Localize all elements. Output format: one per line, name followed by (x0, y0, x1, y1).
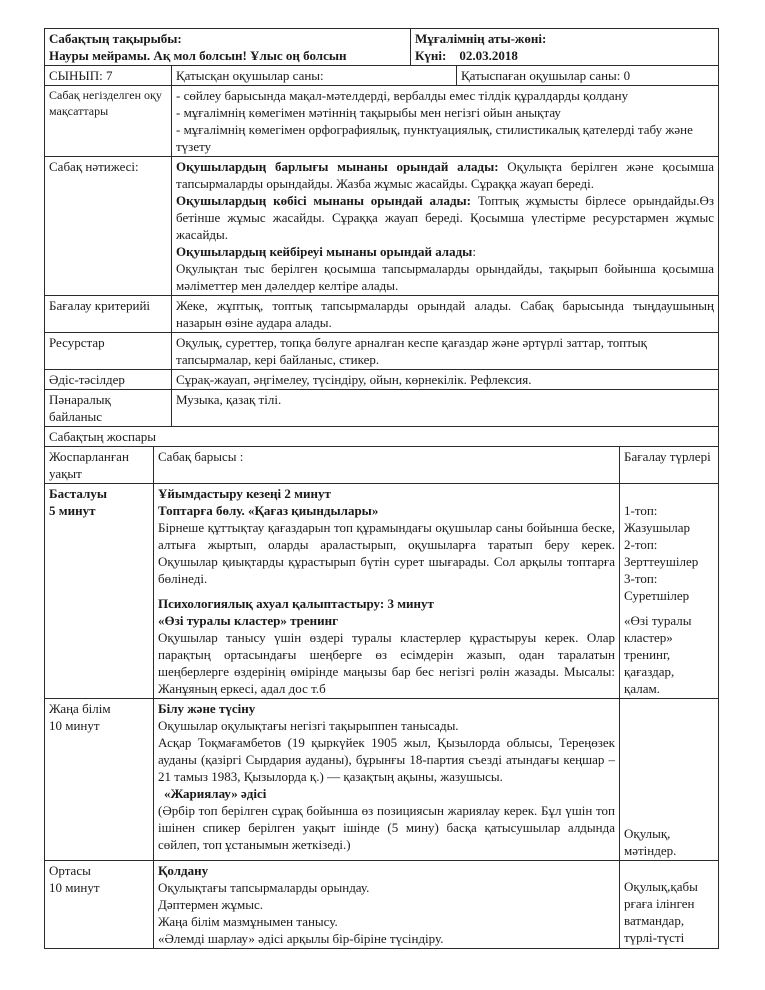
assess-line: 2-топ: (624, 537, 658, 552)
assess-line: Зерттеушілер (624, 554, 699, 569)
plan-time: Жаңа білім (49, 701, 111, 716)
crosslinks-label: Пәнаралық байланыс (45, 390, 172, 427)
counts-cell (172, 66, 719, 86)
crosslinks-row (45, 390, 719, 427)
method-text: (Әрбір топ берілген сұрақ бойынша өз позициясын жариялау керек. Бұл үшін топ ішінен спикер берілген уақыт ішінде (5 мину) басқа қатысушылар алдында сөйлеп, топ ұстанымын жеткізеді.) (158, 803, 615, 852)
apply-line: Дәптермен жұмыс. (158, 897, 264, 912)
assess-line: «Өзі туралы (624, 613, 692, 628)
apply-line: Жаңа білім мазмұнымен танысу. (158, 914, 338, 929)
assess-line: 3-топ: (624, 571, 658, 586)
plan-assess-cell (620, 699, 719, 861)
info-table (44, 65, 719, 447)
date-label: Күні: (415, 48, 447, 63)
plan-time-cell (45, 484, 154, 699)
col-process-header: Сабақ барысы : (154, 447, 620, 484)
class-row (45, 66, 719, 86)
present-count: Қатысқан оқушылар саны: (172, 66, 457, 85)
resources-row (45, 333, 719, 370)
method-heading: «Жариялау» әдісі (164, 786, 267, 801)
assess-line: 1-топ: (624, 503, 658, 518)
plan-duration: 10 минут (49, 880, 100, 895)
objective-item: - мұғалімнің көмегімен мәтіннің тақырыбы мен негізгі ойын анықтау (176, 105, 561, 120)
col-assess-header: Бағалау түрлері (620, 447, 719, 484)
criteria-text: Жеке, жұптық, топтық тапсырмаларды орындай алады. Сабақ барысында тыңдаушының назарын өзіне аудара алады. (172, 296, 719, 333)
results-most-text: Топтық жұмысты бірлесе орындайды.Өз бетінше жұмыс жасайды. Сұраққа жауап береді. Қосымша үлестірме ресурстармен жұмыс жасайды. (176, 193, 714, 242)
plan-title: Сабақтың жоспары (45, 427, 719, 447)
assess-line: тренинг, (624, 647, 671, 662)
objectives-row (45, 86, 719, 157)
plan-row-middle (45, 861, 719, 949)
grade-cell: СЫНЫП: 7 (45, 66, 172, 86)
assess-line: кластер» (624, 630, 673, 645)
plan-row-new-knowledge (45, 699, 719, 861)
plan-process-cell (154, 484, 620, 699)
results-some-text: Оқулықтан тыс берілген қосымша тапсырмаларды орындайды, тақырып бойынша қосымша мәліметтер мен дәлелдер келтіре алады. (176, 261, 714, 293)
knowledge-intro: Оқушылар оқулықтағы негізгі тақырыппен танысады. (158, 718, 459, 733)
assess-line: түрлі-түсті (624, 930, 685, 945)
apply-line: Оқулықтағы тапсырмаларды орындау. (158, 880, 370, 895)
group-heading: Топтарға бөлу. «Қағаз қиындылары» (158, 503, 379, 518)
plan-time-cell (45, 699, 154, 861)
objective-item: - мұғалімнің көмегімен орфографиялық, пунктуациялық, стилистикалық қателерді табу және түзету (176, 122, 693, 154)
teacher-cell (411, 29, 719, 66)
results-some-head: Оқушылардың кейбіреуі мынаны орындай алады (176, 244, 473, 259)
col-time-header: Жоспарланған уақыт (45, 447, 154, 484)
absent-count: Қатыспаған оқушылар саны: 0 (461, 68, 631, 83)
resources-text: Оқулық, суреттер, топқа бөлуге арналған кеспе қағаздар және әртүрлі заттар, топтық тапсырмалар, кері байланыс, стикер. (172, 333, 719, 370)
date-line (415, 47, 714, 64)
assess-line: Суретшілер (624, 588, 690, 603)
apply-line: «Әлемді шарлау» әдісі арқылы бір-біріне түсіндіру. (158, 931, 444, 946)
assess-line: ватмандар, (624, 913, 685, 928)
assess-line: Жазушылар (624, 520, 690, 535)
methods-row (45, 370, 719, 390)
objective-item: - сөйлеу барысында мақал-мәтелдерді, вербалды емес тілдік құралдарды қолдану (176, 88, 629, 103)
methods-label: Әдіс-тәсілдер (45, 370, 172, 390)
bio-text: Асқар Тоқмағамбетов (19 қыркүйек 1905 жыл, Қызылорда облысы, Тереңөзек ауданы (қазіргі Сырдария ауданы), бұрынғы 18-партия съезді атындағы кеңшар – 21 тамыз 1983, Қызылорда қ.) — қазақтың ақыны, жазушысы. (158, 735, 615, 784)
assess-line: рғаға ілінген (624, 896, 695, 911)
plan-row-start (45, 484, 719, 699)
results-label: Сабақ нәтижесі: (45, 157, 172, 296)
group-text: Бірнеше құттықтау қағаздарын топ құрамындағы оқушылар саны бойынша беске, алтыға жыртып, оларды араластырып, оқушыларға таратып беру керек. Оқушылар қиықтарды құрастырып бүтін сурет шығарады. Сол арқылы топтарға бөлінеді. (158, 520, 615, 586)
assess-line: Оқулық,қабы (624, 879, 698, 894)
header-table (44, 28, 719, 66)
knowledge-heading: Білу және түсіну (158, 701, 256, 716)
cluster-text: Оқушылар танысу үшін өздері туралы кластерлер құрастыруы керек. Олар парақтың ортасындағы шеңберге өз есімдерін жазып, одан таралатын шеңберлерге өздерінің өмірінде маңызы бар бес негізгі рөлін жазады. Мысалы: Жанұяның еркесі, адал дос т.б (158, 630, 615, 696)
topic-label: Сабақтың тақырыбы: (49, 31, 182, 46)
assess-line: қалам. (624, 681, 660, 696)
plan-header-row (45, 447, 719, 484)
assess-line: мәтіндер. (624, 843, 677, 858)
results-content: Оқушылардың барлығы мынаны орындай алады: Оқулықта берілген және қосымша тапсырмаларды орындайды. Жазба жұмыс жасайды. Сұраққа жауап береді. Оқушылардың көбісі мынаны орындай алады: Топтық жұмысты бірлесе орындайды.Өз бетінше жұмыс жасайды. Сұраққа жауап береді. Қосымша үлестірме ресурстармен жұмыс жасайды. Оқушылардың кейбіреуі мынаны орындай алады: Оқулықтан тыс берілген қосымша тапсырмаларды орындайды, тақырып бойынша қосымша мәліметтер мен дәлелдер келтіре алады. (172, 157, 719, 296)
plan-time-cell (45, 861, 154, 949)
plan-title-row (45, 427, 719, 447)
results-all-head: Оқушылардың барлығы мынаны орындай алады: (176, 159, 499, 174)
topic-cell (45, 29, 411, 66)
methods-text: Сұрақ-жауап, әңгімелеу, түсіндіру, ойын, көрнекілік. Рефлексия. (172, 370, 719, 390)
assess-line: қағаздар, (624, 664, 675, 679)
results-all-text: Оқулықта берілген және қосымша тапсырмаларды орындайды. Жазба жұмыс жасайды. Сұраққа жауап береді. (176, 159, 715, 191)
plan-time: Басталуы (49, 486, 107, 501)
resources-label: Ресурстар (45, 333, 172, 370)
plan-process-cell (154, 861, 620, 949)
psy-heading: Психологиялық ахуал қалыптастыру: 3 минут (158, 596, 434, 611)
cluster-heading: «Өзі туралы кластер» тренинг (158, 613, 339, 628)
apply-heading: Қолдану (158, 863, 209, 878)
objectives-label: Сабақ негізделген оқу мақсаттары (45, 86, 172, 157)
plan-assess-cell (620, 861, 719, 949)
plan-assess-cell (620, 484, 719, 699)
criteria-label: Бағалау критерийі (45, 296, 172, 333)
org-heading: Ұйымдастыру кезеңі 2 минут (158, 486, 331, 501)
plan-duration: 10 минут (49, 718, 100, 733)
plan-table (44, 446, 719, 949)
plan-time: Ортасы (49, 863, 91, 878)
results-row (45, 157, 719, 296)
plan-process-cell (154, 699, 620, 861)
criteria-row (45, 296, 719, 333)
assess-line: Оқулық, (624, 826, 671, 841)
crosslinks-text: Музыка, қазақ тілі. (172, 390, 719, 427)
objectives-list (172, 86, 719, 157)
plan-duration: 5 минут (49, 503, 96, 518)
results-most-head: Оқушылардың көбісі мынаны орындай алады: (176, 193, 472, 208)
date-value: 02.03.2018 (459, 48, 518, 63)
teacher-label: Мұғалімнің аты-жөні: (415, 31, 547, 46)
topic-value: Науры мейрамы. Ақ мол болсын! Ұлыс оң болсын (49, 48, 347, 63)
